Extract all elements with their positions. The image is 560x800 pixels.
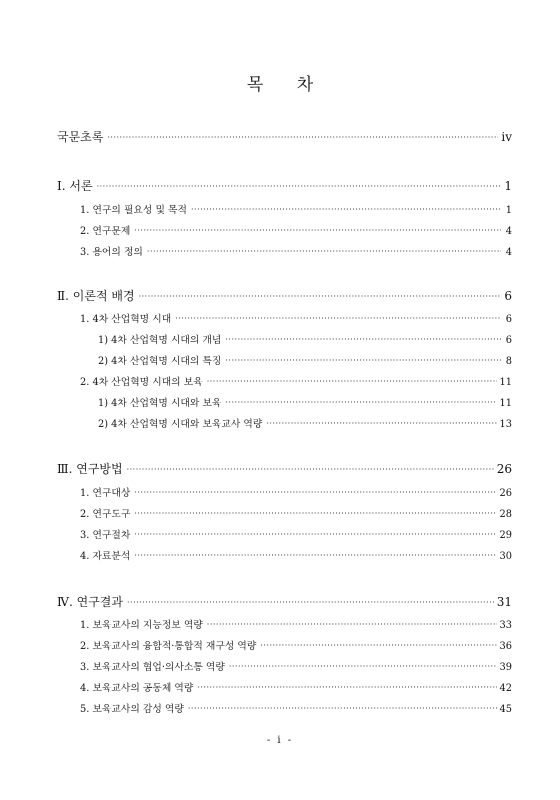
toc-label: Ⅳ. 연구결과 [57, 595, 123, 609]
toc-label: 1. 보육교사의 지능정보 역량 [80, 620, 203, 631]
toc-entry [57, 129, 512, 147]
toc-entry [80, 375, 512, 391]
toc-entry [80, 312, 512, 328]
toc-label: 4. 자료분석 [80, 551, 131, 562]
toc-leader [175, 311, 501, 327]
toc-page: 6 [504, 289, 512, 303]
toc-leader [139, 289, 501, 305]
toc-entry [80, 618, 512, 634]
toc-label: 3. 연구절차 [80, 530, 131, 541]
toc-entry [57, 461, 512, 479]
toc-entry [80, 702, 512, 718]
toc-entry [80, 660, 512, 676]
toc-entry [80, 486, 512, 502]
toc-label: 5. 보육교사의 감성 역량 [80, 704, 184, 715]
toc-page: 30 [499, 551, 512, 562]
toc-leader [266, 416, 496, 432]
toc-entry [57, 178, 512, 196]
toc-leader [225, 395, 496, 411]
toc-label: Ⅱ. 이론적 배경 [57, 289, 135, 303]
toc-leader [127, 595, 494, 611]
toc-label: 1. 연구의 필요성 및 목적 [80, 205, 187, 216]
toc-entry [57, 594, 512, 612]
toc-leader [188, 701, 497, 717]
toc-page: 8 [505, 356, 512, 367]
toc-page: 1 [505, 205, 512, 216]
toc-entry [80, 245, 512, 261]
toc-label: 국문초록 [57, 130, 104, 144]
toc-page: 1 [504, 179, 512, 193]
toc-entry [80, 507, 512, 523]
toc-leader [107, 130, 498, 146]
toc-leader [97, 179, 501, 195]
toc-entry [98, 333, 512, 349]
toc-label: 1. 연구대상 [80, 488, 131, 499]
toc-entry [98, 396, 512, 412]
toc-entry [80, 549, 512, 565]
page-number-footer: - i - [266, 735, 294, 746]
toc-leader [225, 332, 501, 348]
toc-page: 31 [496, 595, 512, 609]
toc-entry [98, 354, 512, 370]
toc-label: Ⅲ. 연구방법 [57, 462, 123, 476]
toc-entry [80, 639, 512, 655]
toc-entry [98, 417, 512, 433]
toc-leader [191, 202, 501, 218]
toc-page: 42 [499, 683, 512, 694]
toc-leader [225, 353, 501, 369]
toc-entry [80, 528, 512, 544]
toc-label: 3. 보육교사의 협업·의사소통 역량 [80, 662, 225, 673]
toc-label: 4. 보육교사의 공동체 역량 [80, 683, 194, 694]
toc-label: 2. 4차 산업혁명 시대의 보육 [80, 377, 203, 388]
toc-page: 26 [499, 488, 512, 499]
toc-entry [80, 224, 512, 240]
toc-page: 45 [499, 704, 512, 715]
toc-page: iv [501, 130, 512, 144]
toc-page: 4 [505, 247, 512, 258]
toc-page: 6 [505, 335, 512, 346]
toc-label: 2) 4차 산업혁명 시대와 보육교사 역량 [98, 419, 263, 430]
page-title: 목 차 [246, 75, 328, 95]
toc-leader [134, 485, 496, 501]
toc-label: 2) 4차 산업혁명 시대의 특징 [98, 356, 222, 367]
toc-page: 13 [499, 419, 512, 430]
toc-entry [57, 288, 512, 306]
toc-label: 1) 4차 산업혁명 시대와 보육 [98, 398, 222, 409]
toc-label: Ⅰ. 서론 [57, 179, 93, 193]
toc-label: 3. 용어의 정의 [80, 247, 143, 258]
toc-page: 11 [499, 398, 512, 409]
toc-entry [80, 681, 512, 697]
toc-page: 39 [499, 662, 512, 673]
toc-page: 4 [505, 226, 512, 237]
toc-leader [147, 244, 501, 260]
toc-leader [134, 527, 496, 543]
toc-page: 28 [499, 509, 512, 520]
toc-leader [207, 374, 497, 390]
toc-leader [134, 506, 496, 522]
toc-leader [207, 617, 497, 633]
toc-leader [134, 223, 501, 239]
toc-leader [229, 659, 497, 675]
toc-entry [80, 203, 512, 219]
toc-label: 2. 보육교사의 융합적·통합적 재구성 역량 [80, 641, 257, 652]
toc-label: 2. 연구문제 [80, 226, 131, 237]
toc-page: 11 [499, 377, 512, 388]
toc-page: 26 [496, 462, 512, 476]
toc-leader [260, 638, 496, 654]
toc-page: 29 [499, 530, 512, 541]
toc-label: 1. 4차 산업혁명 시대 [80, 314, 172, 325]
toc-page: 36 [499, 641, 512, 652]
toc-leader [134, 548, 496, 564]
toc-label: 2. 연구도구 [80, 509, 131, 520]
toc-label: 1) 4차 산업혁명 시대의 개념 [98, 335, 222, 346]
toc-leader [197, 680, 496, 696]
toc-page: 33 [499, 620, 512, 631]
toc-leader [127, 462, 494, 478]
toc-page: 6 [505, 314, 512, 325]
